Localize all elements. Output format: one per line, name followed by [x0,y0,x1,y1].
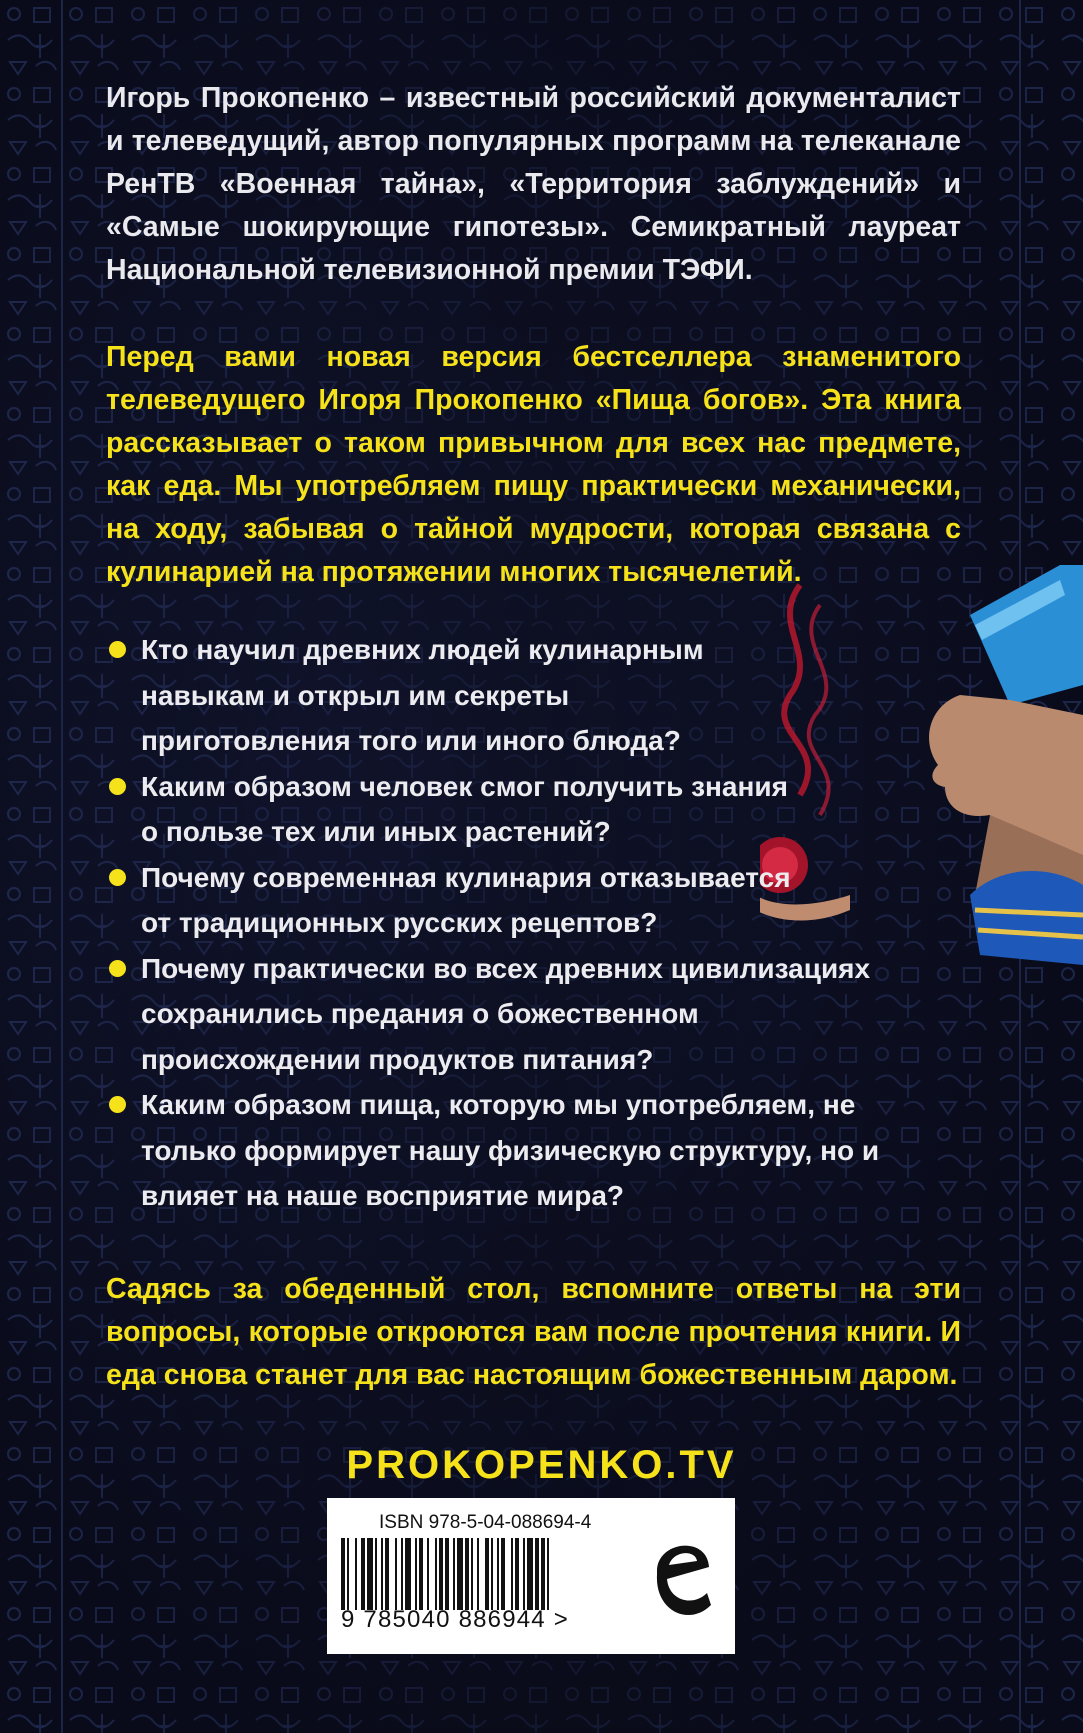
list-item [106,764,801,855]
list-item [106,946,926,1083]
list-item-text: Почему современная кулинария отказывается от традиционных русских рецептов? [141,861,791,938]
yellow-dot-icon [109,1096,126,1113]
yellow-dot-icon [109,641,126,658]
list-item [106,1082,926,1219]
barcode-icon [341,1538,627,1610]
book-description: Перед вами новая версия бестселлера знаменитого телеведущего Игоря Прокопенко «Пища богов». Эта книга рассказывает о таком привычном для всех нас предмете, как еда. Мы употребляем пищу практически механически, на ходу, забывая о тайной мудрости, которая связана с кулинарией на протяжении многих тысячелетий. [106,341,961,588]
list-item-text: Каким образом человек смог получить знания о пользе тех или иных растений? [141,770,788,847]
list-item-text: Каким образом пища, которую мы употребляем, не только формирует нашу физическую структуру, но и влияет на наше восприятие мира? [141,1089,880,1211]
closing-text: Садясь за обеденный стол, вспомните ответы на эти вопросы, которые откроются вам после прочтения книги. И еда снова станет для вас настоящим божественным даром. [106,1273,961,1391]
isbn-label: ISBN 978-5-04-088694-4 [379,1512,592,1533]
question-list [106,627,926,1219]
author-bio: Игорь Прокопенко – известный российский документалист и телеведущий, автор популярных программ на телеканале РенТВ «Военная тайна», «Территория заблуждений» и «Самые шокирующие гипотезы». Семикратный лауреат Национальной телевизионной премии ТЭФИ. [106,82,961,286]
yellow-dot-icon [109,869,126,886]
list-item [106,627,781,764]
list-item-text: Почему практически во всех древних цивилизациях сохранились предания о божественном происхождении продуктов питания? [141,952,871,1075]
eksmo-e-logo-icon [649,1531,715,1623]
ean-digits: 9 785040 886944 > [341,1606,569,1633]
barcode-panel [327,1498,735,1654]
website-link[interactable]: PROKOPENKO.TV [346,1443,737,1487]
list-item [106,855,801,946]
yellow-dot-icon [109,778,126,795]
list-item-text: Кто научил древних людей кулинарным навыкам и открыл им секреты приготовления того или иного блюда? [141,634,704,756]
yellow-dot-icon [109,960,126,977]
